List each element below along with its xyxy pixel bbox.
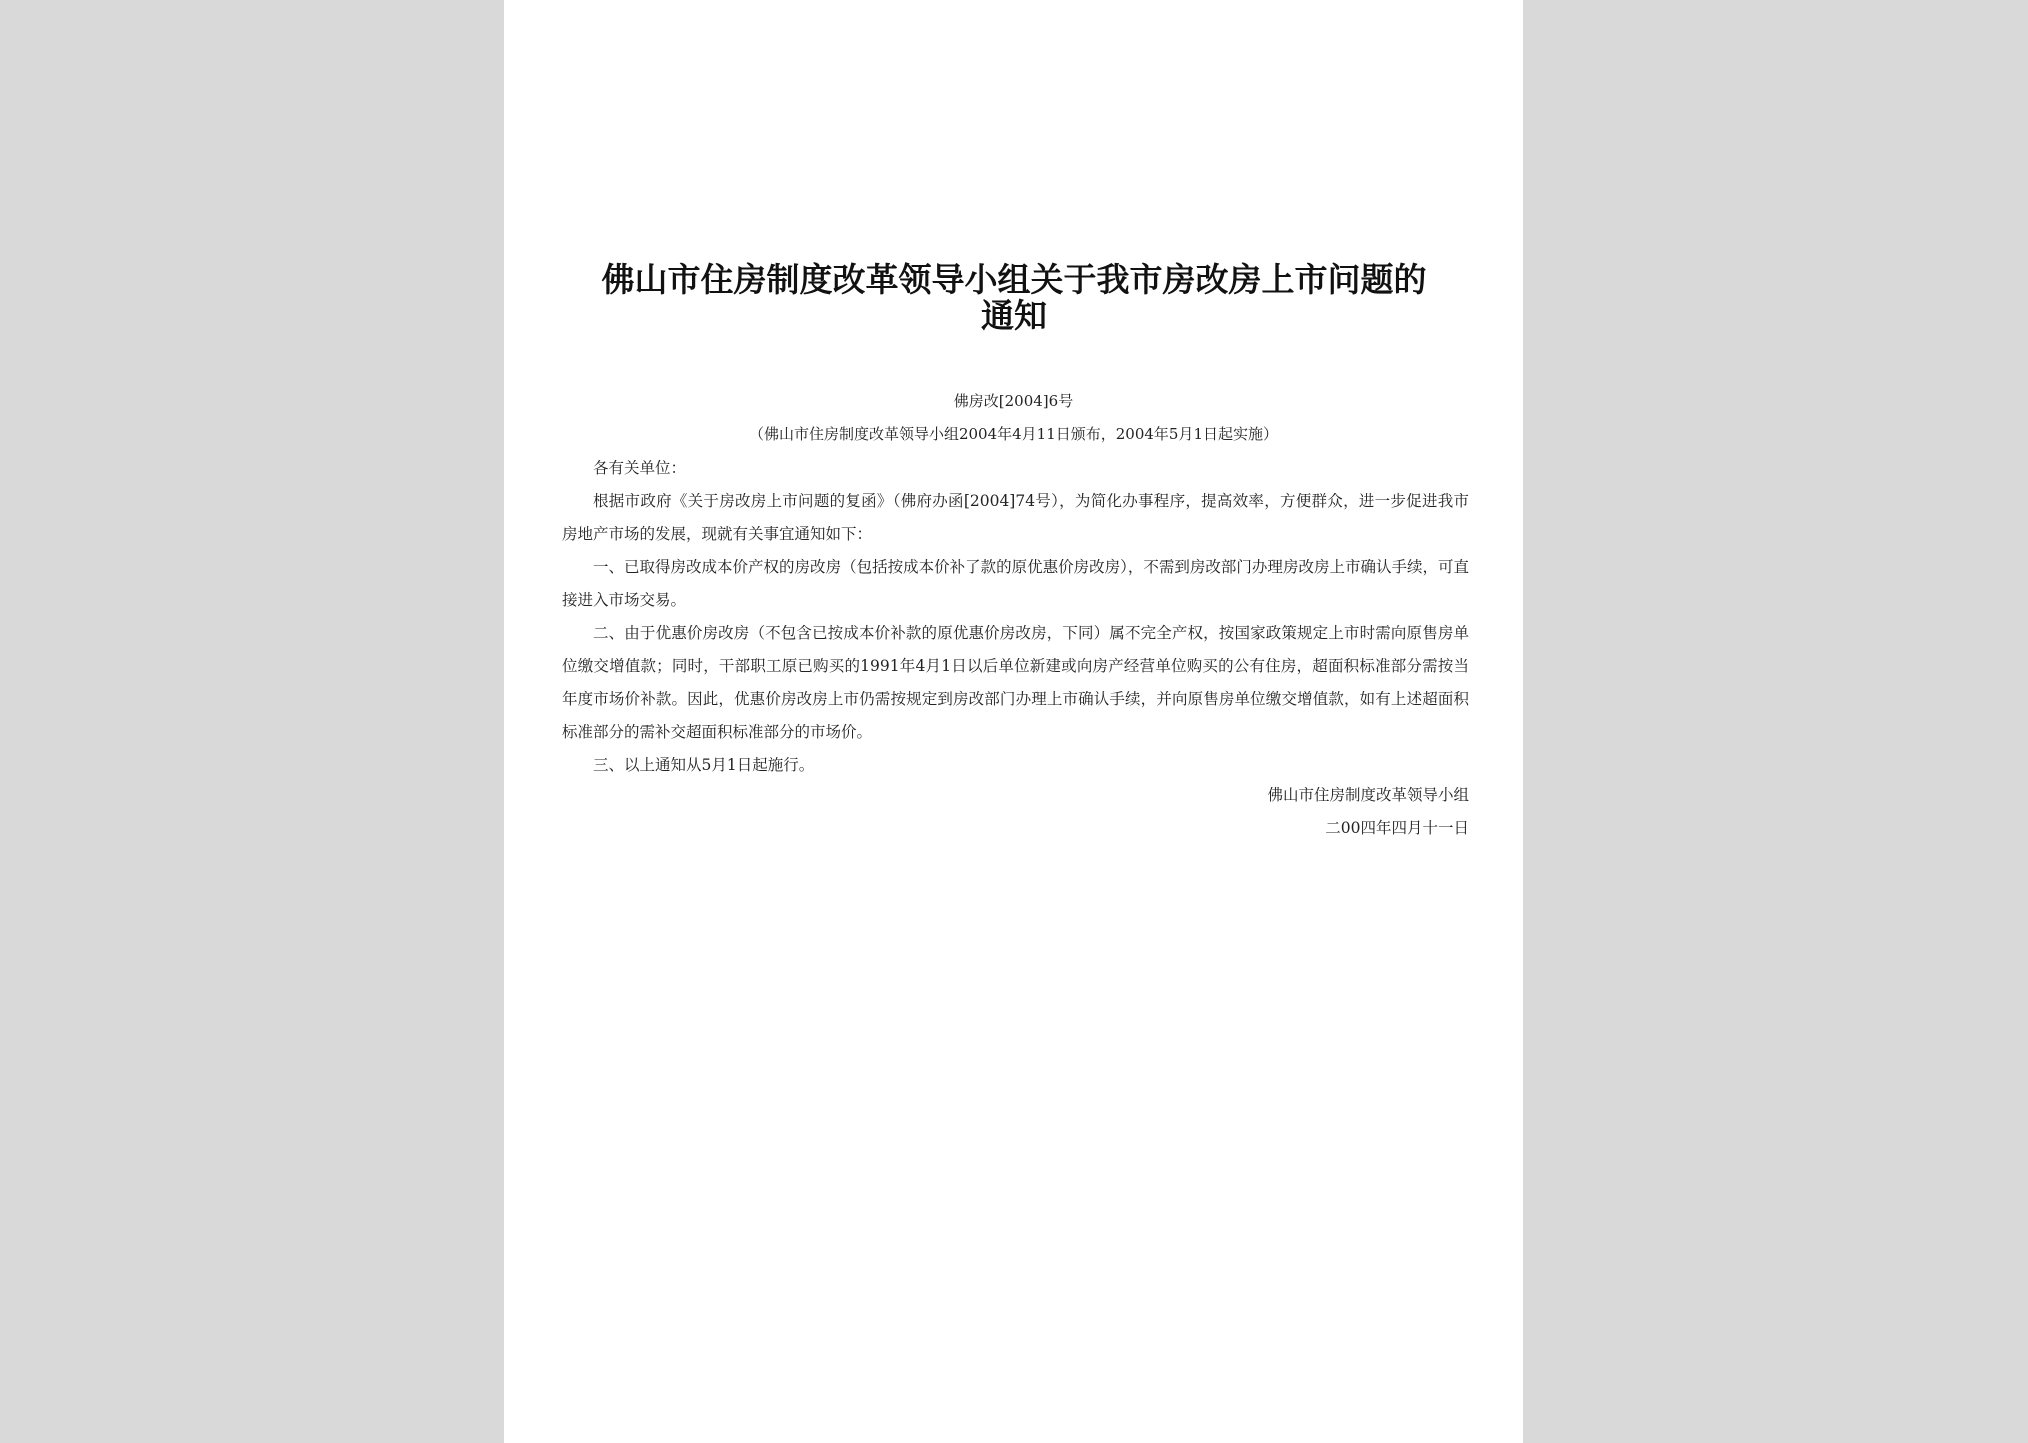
document-title: 佛山市住房制度改革领导小组关于我市房改房上市问题的通知 (601, 260, 1427, 335)
paragraph: 二、由于优惠价房改房（不包含已按成本价补款的原优惠价房改房，下同）属不完全产权，按国家政策规定上市时需向原售房单位缴交增值款；同时，干部职工原已购买的1991年4月1日以后单位新建或向房产经营单位购买的公有住房，超面积标准部分需按当年度市场价补款。因此，优惠价房改房上市仍需按规定到房改部门办理上市确认手续，并向原售房单位缴交增值款，如有上述超面积标准部分的需补交超面积标准部分的市场价。 (562, 624, 1469, 741)
paragraph: 三、以上通知从5月1日起施行。 (593, 756, 815, 774)
paragraph: 一、已取得房改成本价产权的房改房（包括按成本价补了款的原优惠价房改房），不需到房改部门办理房改房上市确认手续，可直接进入市场交易。 (562, 558, 1469, 609)
signer-name: 佛山市住房制度改革领导小组 (1267, 786, 1469, 804)
paragraph: 根据市政府《关于房改房上市问题的复函》（佛府办函[2004]74号），为简化办事程序，提高效率，方便群众，进一步促进我市房地产市场的发展，现就有关事宜通知如下： (562, 492, 1469, 543)
salutation: 各有关单位： (593, 459, 687, 477)
issuance-note: （佛山市住房制度改革领导小组2004年4月11日颁布，2004年5月1日起实施） (748, 425, 1279, 443)
document-page (504, 0, 1523, 1443)
document-number: 佛房改[2004]6号 (953, 392, 1074, 410)
signature-block (1267, 779, 1469, 845)
document-body (562, 452, 1469, 782)
signing-date: 二00四年四月十一日 (1325, 819, 1469, 837)
